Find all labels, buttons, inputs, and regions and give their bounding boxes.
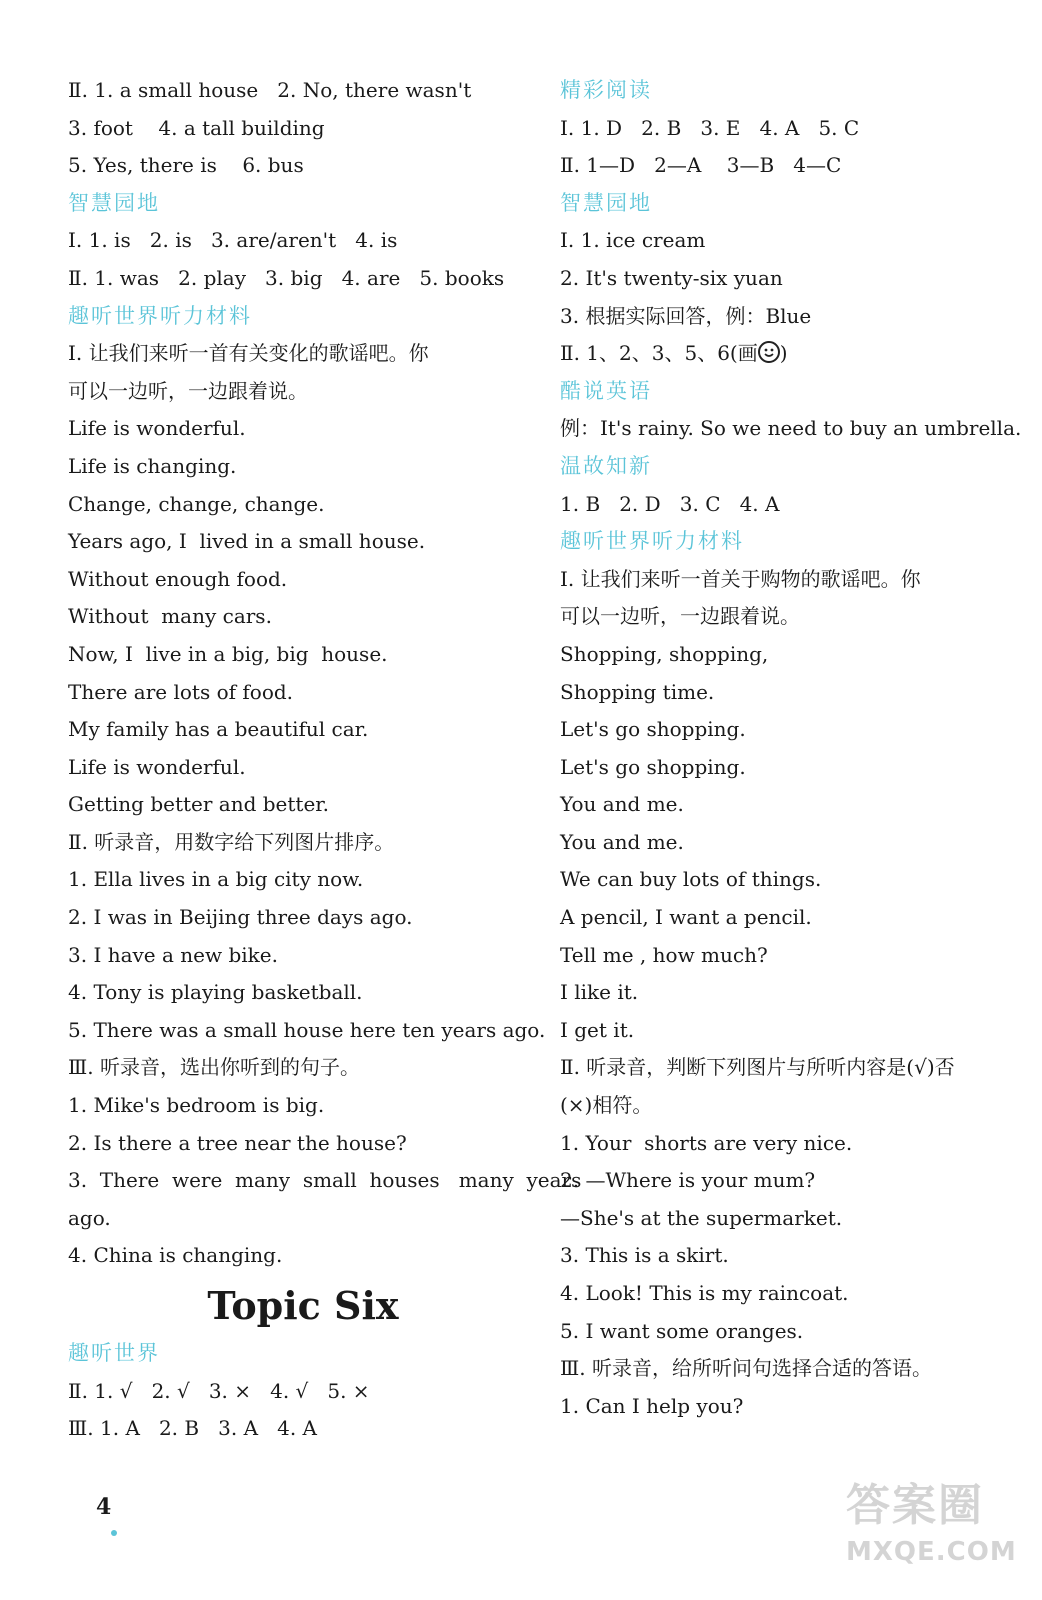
text-line: Ⅲ. 听录音，给所听问句选择合适的答语。 <box>560 1356 933 1381</box>
text-line: —She's at the supermarket. <box>560 1205 843 1230</box>
text-line: Ⅱ. 1. was 2. play 3. big 4. are 5. books <box>68 265 505 290</box>
text-line: My family has a beautiful car. <box>68 717 369 742</box>
section-heading: 趣听世界 <box>68 1341 160 1365</box>
text-line: 4. China is changing. <box>68 1243 283 1268</box>
text-line: Ⅱ. 1. √ 2. √ 3. × 4. √ 5. × <box>68 1378 370 1403</box>
text-line: 可以一边听，一边跟着说。 <box>68 378 308 403</box>
text-line: Life is wonderful. <box>68 416 246 441</box>
text-line: A pencil, I want a pencil. <box>560 905 812 930</box>
text-line: Ⅰ. 让我们来听一首有关变化的歌谣吧。你 <box>68 341 429 366</box>
text-line: You and me. <box>560 792 684 817</box>
text-line: Ⅰ. 让我们来听一首关于购物的歌谣吧。你 <box>560 566 921 591</box>
text-line: Now, I live in a big, big house. <box>68 641 388 666</box>
text-line: We can buy lots of things. <box>560 867 822 892</box>
text-line: 4. Tony is playing basketball. <box>68 980 363 1005</box>
text-line: Life is wonderful. <box>68 754 246 779</box>
text-line: Without enough food. <box>68 566 288 591</box>
text-line: Ⅰ. 1. is 2. is 3. are/aren't 4. is <box>68 228 398 253</box>
text-line: 1. Can I help you? <box>560 1393 744 1418</box>
section-heading: 温故知新 <box>560 453 652 478</box>
text-line: 2. It's twenty-six yuan <box>560 265 783 290</box>
text-line: Ⅰ. 1. D 2. B 3. E 4. A 5. C <box>560 115 860 140</box>
answer-line <box>560 335 1030 373</box>
right-column <box>560 72 1030 1425</box>
section-heading: 精彩阅读 <box>560 78 652 102</box>
text-line: 可以一边听，一边跟着说。 <box>560 604 800 629</box>
text-line: 5. Yes, there is 6. bus <box>68 153 304 178</box>
text-line: Let's go shopping. <box>560 717 746 742</box>
watermark-top-text: 答案圈 <box>846 1480 984 1531</box>
section-heading: 智慧园地 <box>560 190 652 215</box>
section-heading: 智慧园地 <box>68 190 160 215</box>
section-heading: 趣听世界听力材料 <box>68 303 252 328</box>
text-line: 5. I want some oranges. <box>560 1318 804 1343</box>
text-line: Life is changing. <box>68 453 237 478</box>
text-line: Ⅱ. 听录音，判断下列图片与所听内容是(√)否 <box>560 1055 955 1080</box>
text-line: 3. This is a skirt. <box>560 1243 729 1268</box>
text-line: Let's go shopping. <box>560 754 746 779</box>
text-line: 例：It's rainy. So we need to buy an umbrella. <box>560 416 1022 441</box>
text-line: Ⅱ. 1. a small house 2. No, there wasn't <box>68 78 472 102</box>
text-line: Tell me , how much? <box>560 942 768 967</box>
smiley-face-icon <box>758 341 780 363</box>
text-line: 1. B 2. D 3. C 4. A <box>560 491 780 516</box>
text-line: I like it. <box>560 980 639 1005</box>
text-line: Getting better and better. <box>68 792 330 817</box>
text-line: 1. Your shorts are very nice. <box>560 1130 853 1155</box>
text-line: 3. 根据实际回答，例：Blue <box>560 303 812 328</box>
text-line: You and me. <box>560 829 684 854</box>
text-line: 3. foot 4. a tall building <box>68 115 325 140</box>
text-line: 3. There were many small houses many years <box>68 1168 582 1193</box>
text-line: Shopping time. <box>560 679 715 704</box>
text-line: 3. I have a new bike. <box>68 942 278 967</box>
watermark-bottom-text: MXQE.COM <box>846 1537 1017 1567</box>
text-line: ago. <box>68 1205 111 1230</box>
text-line: 2. —Where is your mum? <box>560 1168 816 1193</box>
text-line: 2. I was in Beijing three days ago. <box>68 905 413 930</box>
text-line: Ⅰ. 1. ice cream <box>560 228 706 253</box>
page-number: 4 <box>96 1494 112 1520</box>
text-line: 1. Mike's bedroom is big. <box>68 1093 325 1118</box>
text-line: Without many cars. <box>68 604 272 629</box>
text-line: Ⅲ. 1. A 2. B 3. A 4. A <box>68 1416 318 1441</box>
text-line: I get it. <box>560 1017 635 1042</box>
watermark-logo <box>846 1478 1022 1588</box>
topic-title: Topic Six <box>207 1283 399 1328</box>
page-dot-decoration <box>111 1530 117 1536</box>
text-line: Ⅱ. 1—D 2—A 3—B 4—C <box>560 153 842 178</box>
text-line: There are lots of food. <box>68 679 294 704</box>
text-line: 5. There was a small house here ten years ago. <box>68 1017 546 1042</box>
answer-text-end: ) <box>779 341 788 366</box>
text-line: Ⅱ. 听录音，用数字给下列图片排序。 <box>68 829 395 854</box>
section-heading: 趣听世界听力材料 <box>560 529 744 554</box>
text-line: Years ago, I lived in a small house. <box>68 529 426 554</box>
text-line: 1. Ella lives in a big city now. <box>68 867 364 892</box>
text-line: Shopping, shopping, <box>560 641 769 666</box>
answer-text: Ⅱ. 1、2、3、5、6(画 <box>560 341 758 366</box>
text-line: 4. Look! This is my raincoat. <box>560 1281 849 1305</box>
text-line: Change, change, change. <box>68 491 325 516</box>
section-heading: 酷说英语 <box>560 378 652 403</box>
left-column <box>68 72 582 1448</box>
text-line: 2. Is there a tree near the house? <box>68 1130 407 1155</box>
text-line: Ⅲ. 听录音，选出你听到的句子。 <box>68 1055 361 1080</box>
text-line: (×)相符。 <box>560 1093 653 1118</box>
